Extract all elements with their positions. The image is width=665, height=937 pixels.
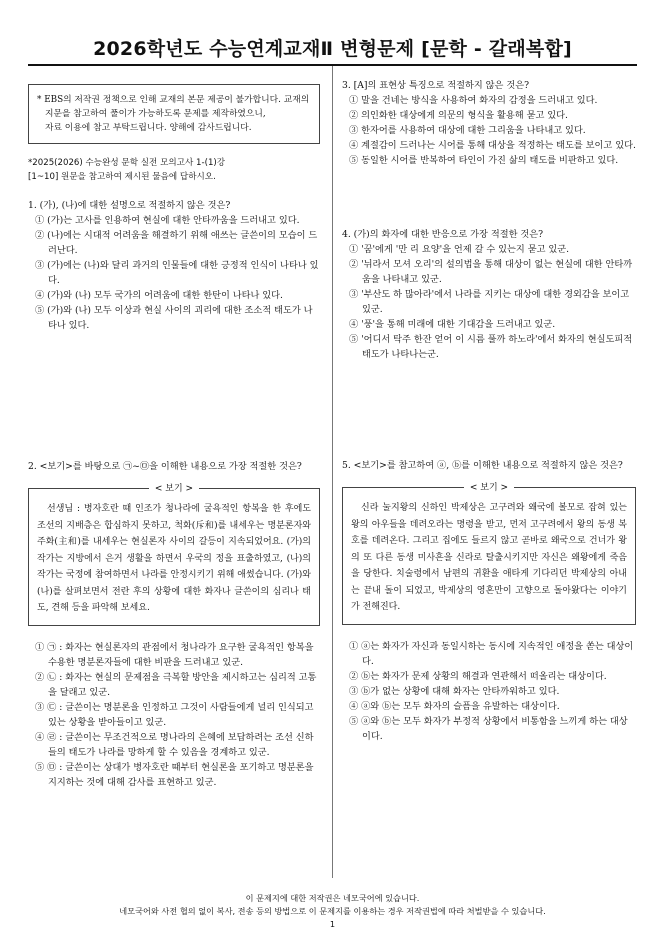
- answer-option: ④ ㉣ : 글쓴이는 무조건적으로 명나라의 은혜에 보답하려는 조선 신하들의 태도가 나라를 망하게 할 수 있음을 경계하고 있군.: [35, 731, 314, 758]
- answer-option: ① ㉠ : 화자는 현실론자의 관점에서 청나라가 요구한 굴욕적인 항복을 수용한 명분론자들에 대한 비판을 드러내고 있군.: [35, 641, 314, 668]
- answer-option: ③ ⓑ가 없는 상황에 대해 화자는 안타까워하고 있다.: [349, 685, 560, 697]
- answer-option: ① '꿈'에게 '만 리 요양'을 언제 갈 수 있는지 묻고 있군.: [349, 244, 570, 255]
- question-4: [342, 227, 636, 362]
- answer-option: ③ ㉢ : 글쓴이는 명분론을 인정하고 그것이 사람들에게 널리 인식되고 있는 상황을 받아들이고 있군.: [35, 701, 314, 728]
- question-1: [28, 198, 320, 333]
- page-number: 1: [329, 919, 336, 929]
- answer-option: ③ 한자어를 사용하여 대상에 대한 그리움을 나타내고 있다.: [349, 125, 586, 136]
- copyright-notice-box: [28, 84, 320, 144]
- answer-option: ① ⓐ는 화자가 자신과 동일시하는 동시에 지속적인 애정을 쏟는 대상이다.: [349, 640, 634, 667]
- answer-option: ② ㉡ : 화자는 현실의 문제점을 극복할 방안을 제시하고는 심리적 고통을 달래고 있군.: [35, 671, 317, 698]
- answer-option: ② ⓑ는 화자가 문제 상황의 해결과 연관해서 떠올리는 대상이다.: [349, 670, 607, 682]
- bogi-label: < 보기 >: [149, 484, 199, 494]
- question-stem: 4. (가)의 화자에 대한 반응으로 가장 적절한 것은?: [342, 229, 544, 240]
- answer-option: ① 말을 건네는 방식을 사용하여 화자의 감정을 드러내고 있다.: [349, 95, 598, 106]
- bogi-text: 선생님 : 병자호란 때 인조가 청나라에 굴욕적인 항복을 한 후에도 조선의 지배층은 합심하지 못하고, 척화(斥和)를 내세우는 명분론자와 주화(主和)를 내세우는 현실론자 사이의 갈등이 지속되었어요. (가)의 작가는 지방에서 은거 생활을 하면서 우국의 정을 표출하였고, (나)의 작가는 국정에 참여하면서 나라를 안정시키기 위해 애썼습니다. (가)와 (나)를 살펴보면서 전란 후의 상황에 대한 화자나 글쓴이의 심리나 태도, 견해 등을 파악해 보세요.: [37, 504, 311, 613]
- question-stem: 1. (가), (나)에 대한 설명으로 적절하지 않은 것은?: [28, 200, 231, 211]
- bogi-box: [28, 484, 320, 626]
- answer-option: ⑤ ⓐ와 ⓑ는 모두 화자가 부정적 상황에서 비통함을 느끼게 하는 대상이다.: [349, 715, 628, 742]
- question-2: [28, 459, 320, 790]
- question-stem: 2. <보기>를 바탕으로 ㉠~㉤을 이해한 내용으로 가장 적절한 것은?: [28, 461, 302, 472]
- question-5: [342, 458, 636, 744]
- source-line: *2025(2026) 수능완성 문학 실전 모의고사 1-(1)강: [28, 158, 226, 168]
- answer-option: ⑤ (가)와 (나) 모두 이상과 현실 사이의 괴리에 대한 조소적 태도가 나타나 있다.: [35, 305, 313, 331]
- bogi-text: 신라 눌지왕의 신하인 박제상은 고구려와 왜국에 볼모로 잡혀 있는 왕의 아우들을 데려오라는 명령을 받고, 먼저 고구려에서 왕의 동생 복호를 데려온다. 그리고 집에도 들르지 않고 곧바로 왜국으로 건너가 왕의 또 다른 동생 미사흔을 신라로 탈출시키지만 자신은 왜왕에게 죽음을 당한다. 치술령에서 남편의 귀환을 애타게 기다리던 박제상의 아내는 끝내 돌이 되었고, 박제상의 영혼만이 고향으로 돌아왔다는 이야기가 전해진다.: [351, 503, 627, 612]
- answer-option: ② (나)에는 시대적 어려움을 해결하기 위해 애쓰는 글쓴이의 모습이 드러난다.: [35, 230, 318, 256]
- answer-option: ④ 계절감이 드러나는 시어를 통해 대상을 적정하는 태도를 보이고 있다.: [349, 140, 636, 151]
- answer-option: ① (가)는 고사를 인용하여 현실에 대한 안타까움을 드러내고 있다.: [35, 215, 300, 226]
- answer-option: ④ ⓐ와 ⓑ는 모두 화자의 슬픔을 유발하는 대상이다.: [349, 700, 560, 712]
- question-stem: 5. <보기>를 참고하여 ⓐ, ⓑ를 이해한 내용으로 적절하지 않은 것은?: [342, 460, 623, 471]
- bogi-label: < 보기 >: [464, 483, 514, 493]
- left-column: [28, 78, 320, 790]
- answer-option: ③ (가)에는 (나)와 달리 과거의 인물들에 대한 긍정적 인식이 나타나 있다.: [35, 260, 319, 286]
- question-stem: 3. [A]의 표현상 특징으로 적절하지 않은 것은?: [342, 80, 530, 91]
- column-divider: [332, 66, 333, 878]
- copyright-line: 이 문제지에 대한 저작권은 네모국어에 있습니다.: [245, 893, 420, 903]
- answer-option: ⑤ '어디서 탁주 한잔 얻어 이 시름 풀까 하노라'에서 화자의 현실도피적 태도가 나타나는군.: [349, 334, 633, 360]
- notice-line: 지문을 참고하여 풀이가 가능하도록 문제를 제작하였으니,: [45, 109, 266, 119]
- page-footer: [0, 892, 665, 931]
- answer-option: ④ (가)와 (나) 모두 국가의 어려움에 대한 한탄이 나타나 있다.: [35, 290, 283, 301]
- answer-option: ⑤ ㉤ : 글쓴이는 상대가 병자호란 때부터 현실론을 포기하고 명분론을 지지하는 것에 대해 감사를 표현하고 있군.: [35, 761, 314, 788]
- answer-option: ⑤ 동일한 시어를 반복하여 타인이 가진 삶의 태도를 비판하고 있다.: [349, 155, 619, 166]
- instruction-line: [1~10] 원문을 참고하여 제시된 물음에 답하시오.: [28, 172, 216, 182]
- bogi-box: [342, 483, 636, 625]
- page-title: 2026학년도 수능연계교재Ⅱ 변형문제 [문학 - 갈래복합]: [93, 38, 572, 60]
- answer-option: ④ '풍'을 통해 미래에 대한 기대감을 드러내고 있군.: [349, 319, 556, 330]
- right-column: [342, 78, 636, 744]
- copyright-warning: 네모국어와 사전 협의 없이 복사, 전송 등의 방법으로 이 문제지를 이용하는 경우 저작권법에 따라 처벌받을 수 있습니다.: [119, 906, 546, 916]
- answer-option: ② 의인화한 대상에게 의문의 형식을 활용해 묻고 있다.: [349, 110, 568, 121]
- answer-option: ② '뉘라서 모셔 오리'의 설의법을 통해 대상이 없는 현실에 대한 안타까움을 나타내고 있군.: [349, 259, 633, 285]
- question-3: [342, 78, 636, 168]
- notice-line: * EBS의 저작권 정책으로 인해 교재의 본문 제공이 불가합니다. 교재의: [37, 95, 310, 105]
- notice-line: 자료 이용에 참고 부탁드립니다. 양해에 감사드립니다.: [45, 123, 252, 133]
- answer-option: ③ '부산도 하 많아라'에서 나라를 지키는 대상에 대한 경외감을 보이고 있군.: [349, 289, 630, 315]
